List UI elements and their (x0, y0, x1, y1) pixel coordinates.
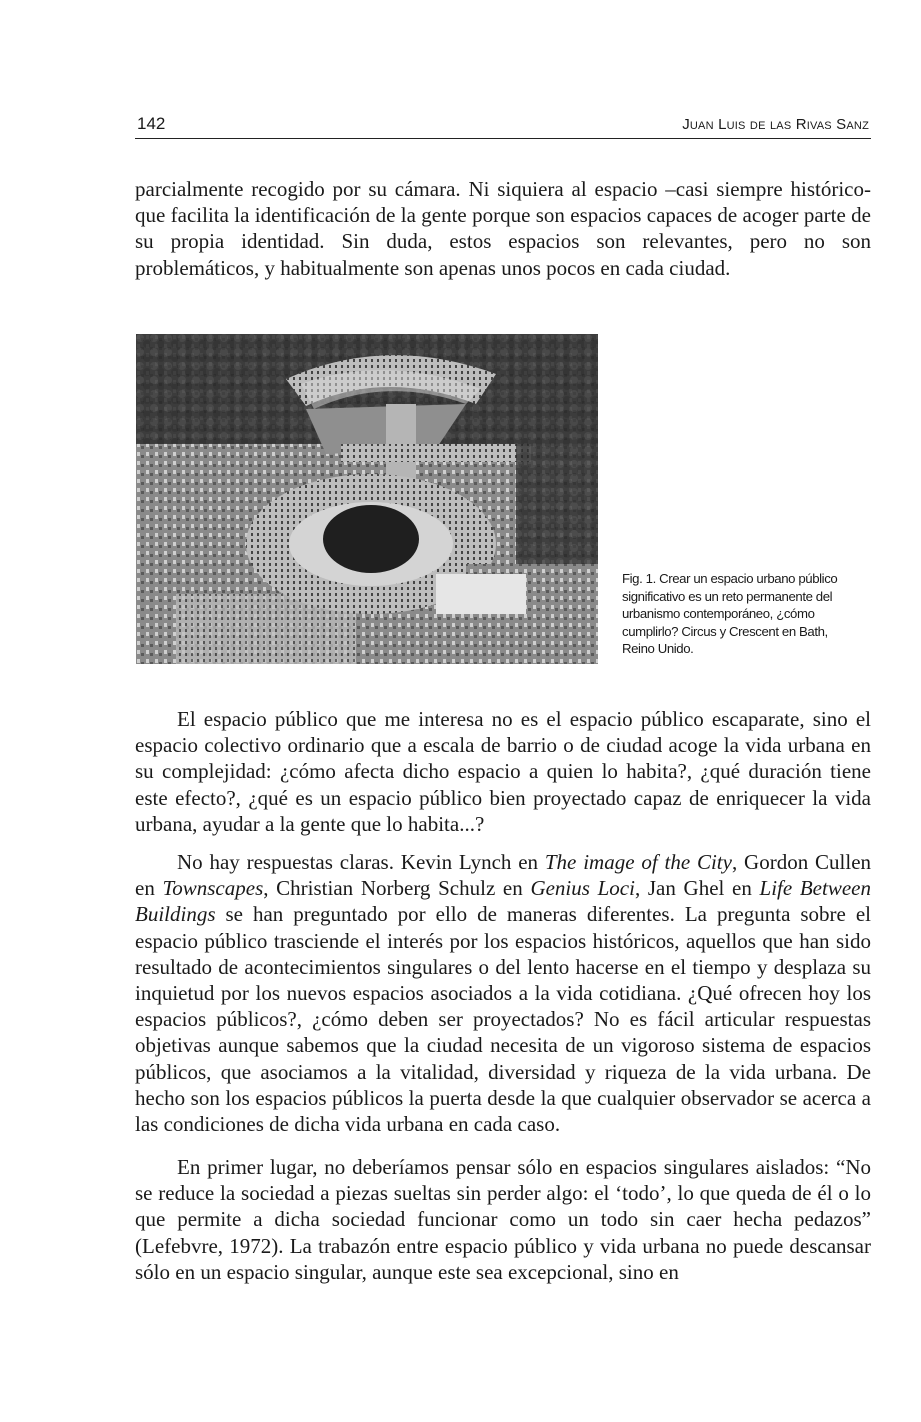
text-run: se han preguntado por ello de maneras diferentes. La pregunta sobre el espacio público trasciende el interés por los espacios históricos, aquellos que han sido resultado de acontecimientos singulares o del lento hacerse en el tiempo y desplaza su inquietud por los nuevos espacios asociados a la vida cotidiana. ¿Qué ofrecen hoy los espacios públicos?, ¿cómo deben ser proyectados? No es fácil articular respuestas objetivas aunque sabemos que la ciudad necesita de un vigoroso sistema de espacios públicos, que asociamos a la vitalidad, diversidad y riqueza de la vida urbana. De hecho son los espacios públicos la puerta desde la que cualquier observador se acerca a las condiciones de dicha vida urbana en cada caso. (135, 902, 871, 1137)
figure-caption: Fig. 1. Crear un espacio urbano público significativo es un reto permanente del urbanismo contemporáneo, ¿cómo cumplirlo? Circus y Crescent en Bath, Reino Unido. (622, 571, 838, 657)
paragraph-no-clear-answers (135, 849, 871, 1137)
text-run: , Gordon Cullen en (135, 850, 872, 901)
paragraph-public-space: El espacio público que me interesa no es el espacio público escaparate, sino el espacio colectivo ordinario que a escala de barrio o de ciudad acoge la vida urbana en su complejidad: ¿cómo afecta dicho espacio a quien lo habita?, ¿qué duración tiene este efecto?, ¿qué es un espacio público bien proyectado capaz de enriquecer la vida urbana, ayudar a la gente que lo habita...? (135, 707, 871, 836)
text-run: No hay respuestas claras. Kevin Lynch en (177, 850, 545, 874)
book-title-schulz: Genius Loci (530, 876, 635, 901)
running-head: Juan Luis de las Rivas Sanz (682, 116, 869, 133)
book-title-lynch: The image of the City (544, 850, 732, 874)
text-run: , Christian Norberg Schulz en (263, 876, 531, 901)
aerial-photo-bath (136, 334, 598, 664)
page-header (135, 116, 871, 139)
paragraph-intro: parcialmente recogido por su cámara. Ni siquiera al espacio –casi siempre histórico- que facilita la identificación de la gente porque son espacios capaces de acoger parte de su propia identidad. Sin duda, estos espacios son relevantes, pero no son problemáticos, y habitualmente son apenas unos pocos en cada ciudad. (135, 177, 871, 280)
text-run: , Jan Ghel en (634, 876, 760, 901)
paragraph-first-place: En primer lugar, no deberíamos pensar sólo en espacios singulares aislados: “No se reduce la sociedad a piezas sueltas sin perder algo: el ‘todo’, lo que queda de él o lo que permite a dicha sociedad funcionar como un todo sin caer hecha pedazos” (Lefebvre, 1972). La trabazón entre espacio público y vida urbana no puede descansar sólo en un espacio singular, aunque este sea excepcional, sino en (135, 1155, 871, 1284)
book-title-ghel: Life Between Buildings (135, 876, 871, 927)
book-title-cullen: Townscapes (162, 876, 264, 901)
page-number: 142 (137, 114, 166, 133)
